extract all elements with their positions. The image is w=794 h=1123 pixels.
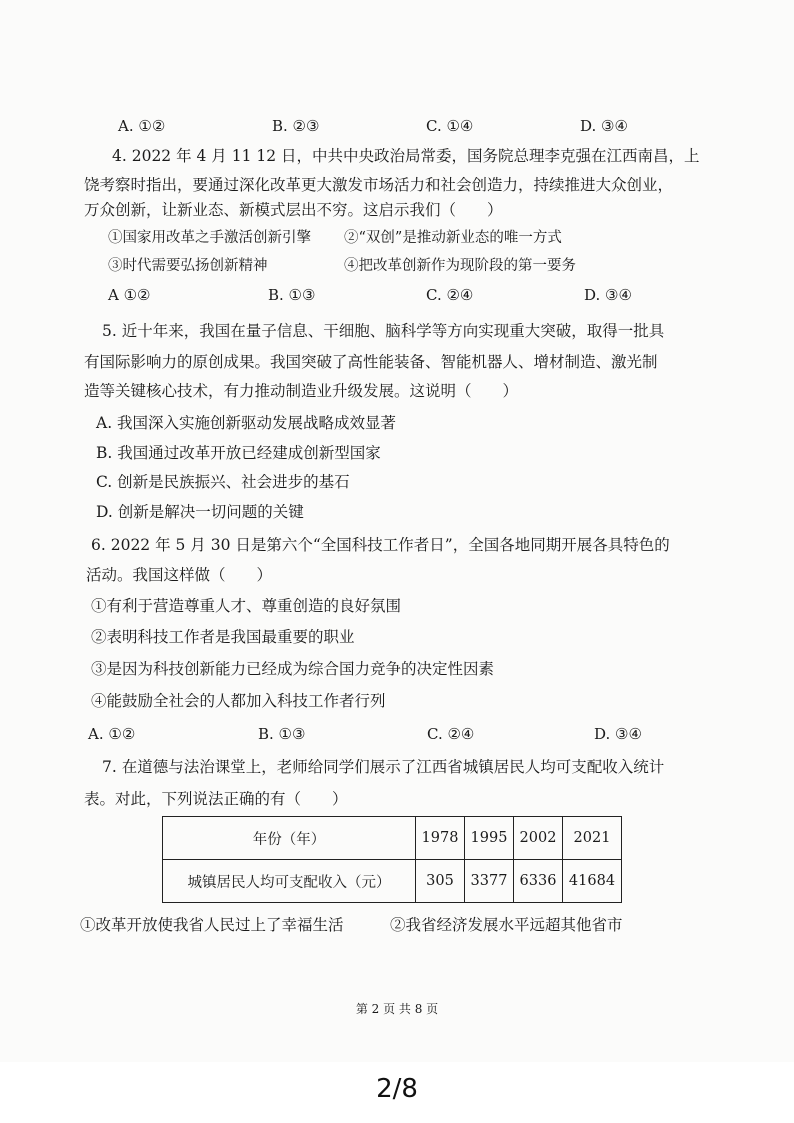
q6-option-a: A. ①② xyxy=(88,725,136,743)
q4-line-2: 饶考察时指出，要通过深化改革更大激发市场活力和社会创造力，持续推进大众创业， xyxy=(84,176,674,194)
q5-line-2: 有国际影响力的原创成果。我国突破了高性能装备、智能机器人、增材制造、激光制 xyxy=(84,353,658,371)
table-row xyxy=(163,860,622,903)
q3-option-a: A. ①② xyxy=(118,117,166,135)
income-table xyxy=(162,816,622,903)
q6-option-b: B. ①③ xyxy=(258,725,306,743)
table-header-label: 年份（年） xyxy=(163,817,416,860)
q7-line-2: 表。对此，下列说法正确的有（ ） xyxy=(84,790,348,808)
table-value-1995: 3377 xyxy=(465,860,514,903)
table-row-label: 城镇居民人均可支配收入（元） xyxy=(163,860,416,903)
q6-statement-4: ④能鼓励全社会的人都加入科技工作者行列 xyxy=(91,692,386,710)
q4-statement-1: ①国家用改革之手激活创新引擎 xyxy=(108,230,311,246)
q6-option-d: D. ③④ xyxy=(594,725,642,743)
q5-option-a: A. 我国深入实施创新驱动发展战略成效显著 xyxy=(96,414,397,432)
table-value-2021: 41684 xyxy=(563,860,622,903)
q7-line-1: 7. 在道德与法治课堂上，老师给同学们展示了江西省城镇居民人均可支配收入统计 xyxy=(102,758,665,776)
table-header-row xyxy=(163,817,622,860)
q7-statement-2: ②我省经济发展水平远超其他省市 xyxy=(390,916,623,934)
q4-statement-4: ④把改革创新作为现阶段的第一要务 xyxy=(344,258,576,274)
table-year-1978: 1978 xyxy=(416,817,465,860)
q3-option-d: D. ③④ xyxy=(580,117,628,135)
q6-line-1: 6. 2022 年 5 月 30 日是第六个“全国科技工作者日”，全国各地同期开展各具特色的 xyxy=(91,536,670,554)
q4-line-1: 4. 2022 年 4 月 11 12 日，中共中央政治局常委，国务院总理李克强在江西南昌，上 xyxy=(112,147,700,165)
q6-statement-2: ②表明科技工作者是我国最重要的职业 xyxy=(91,628,355,646)
q4-option-c: C. ②④ xyxy=(426,286,474,304)
q5-option-c: C. 创新是民族振兴、社会进步的基石 xyxy=(96,473,350,491)
q6-line-2: 活动。我国这样做（ ） xyxy=(86,566,273,584)
q5-line-1: 5. 近十年来，我国在量子信息、干细胞、脑科学等方向实现重大突破，取得一批具 xyxy=(102,322,665,340)
q4-statement-2: ②“双创”是推动新业态的唯一方式 xyxy=(344,230,562,246)
page-footer: 第 2 页 共 8 页 xyxy=(355,1002,439,1016)
table-year-2002: 2002 xyxy=(514,817,563,860)
q3-option-c: C. ①④ xyxy=(426,117,474,135)
q6-option-c: C. ②④ xyxy=(427,725,475,743)
q5-line-3: 造等关键核心技术，有力推动制造业升级发展。这说明（ ） xyxy=(84,382,519,400)
q3-option-b: B. ②③ xyxy=(272,117,320,135)
q5-option-b: B. 我国通过改革开放已经建成创新型国家 xyxy=(96,444,381,462)
table-year-2021: 2021 xyxy=(563,817,622,860)
q5-option-d: D. 创新是解决一切问题的关键 xyxy=(96,503,304,521)
table-value-1978: 305 xyxy=(416,860,465,903)
q7-statement-1: ①改革开放使我省人民过上了幸福生活 xyxy=(80,916,344,934)
q4-option-d: D. ③④ xyxy=(584,286,632,304)
table-value-2002: 6336 xyxy=(514,860,563,903)
q4-option-b: B. ①③ xyxy=(268,286,316,304)
q4-line-3: 万众创新，让新业态、新模式层出不穷。这启示我们（ ） xyxy=(84,201,503,219)
table-year-1995: 1995 xyxy=(465,817,514,860)
q4-option-a: A ①② xyxy=(108,286,151,304)
q6-statement-1: ①有利于营造尊重人才、尊重创造的良好氛围 xyxy=(91,597,402,615)
q4-statement-3: ③时代需要弘扬创新精神 xyxy=(108,258,268,274)
page-indicator: 2/8 xyxy=(376,1074,418,1104)
q6-statement-3: ③是因为科技创新能力已经成为综合国力竞争的决定性因素 xyxy=(91,660,495,678)
